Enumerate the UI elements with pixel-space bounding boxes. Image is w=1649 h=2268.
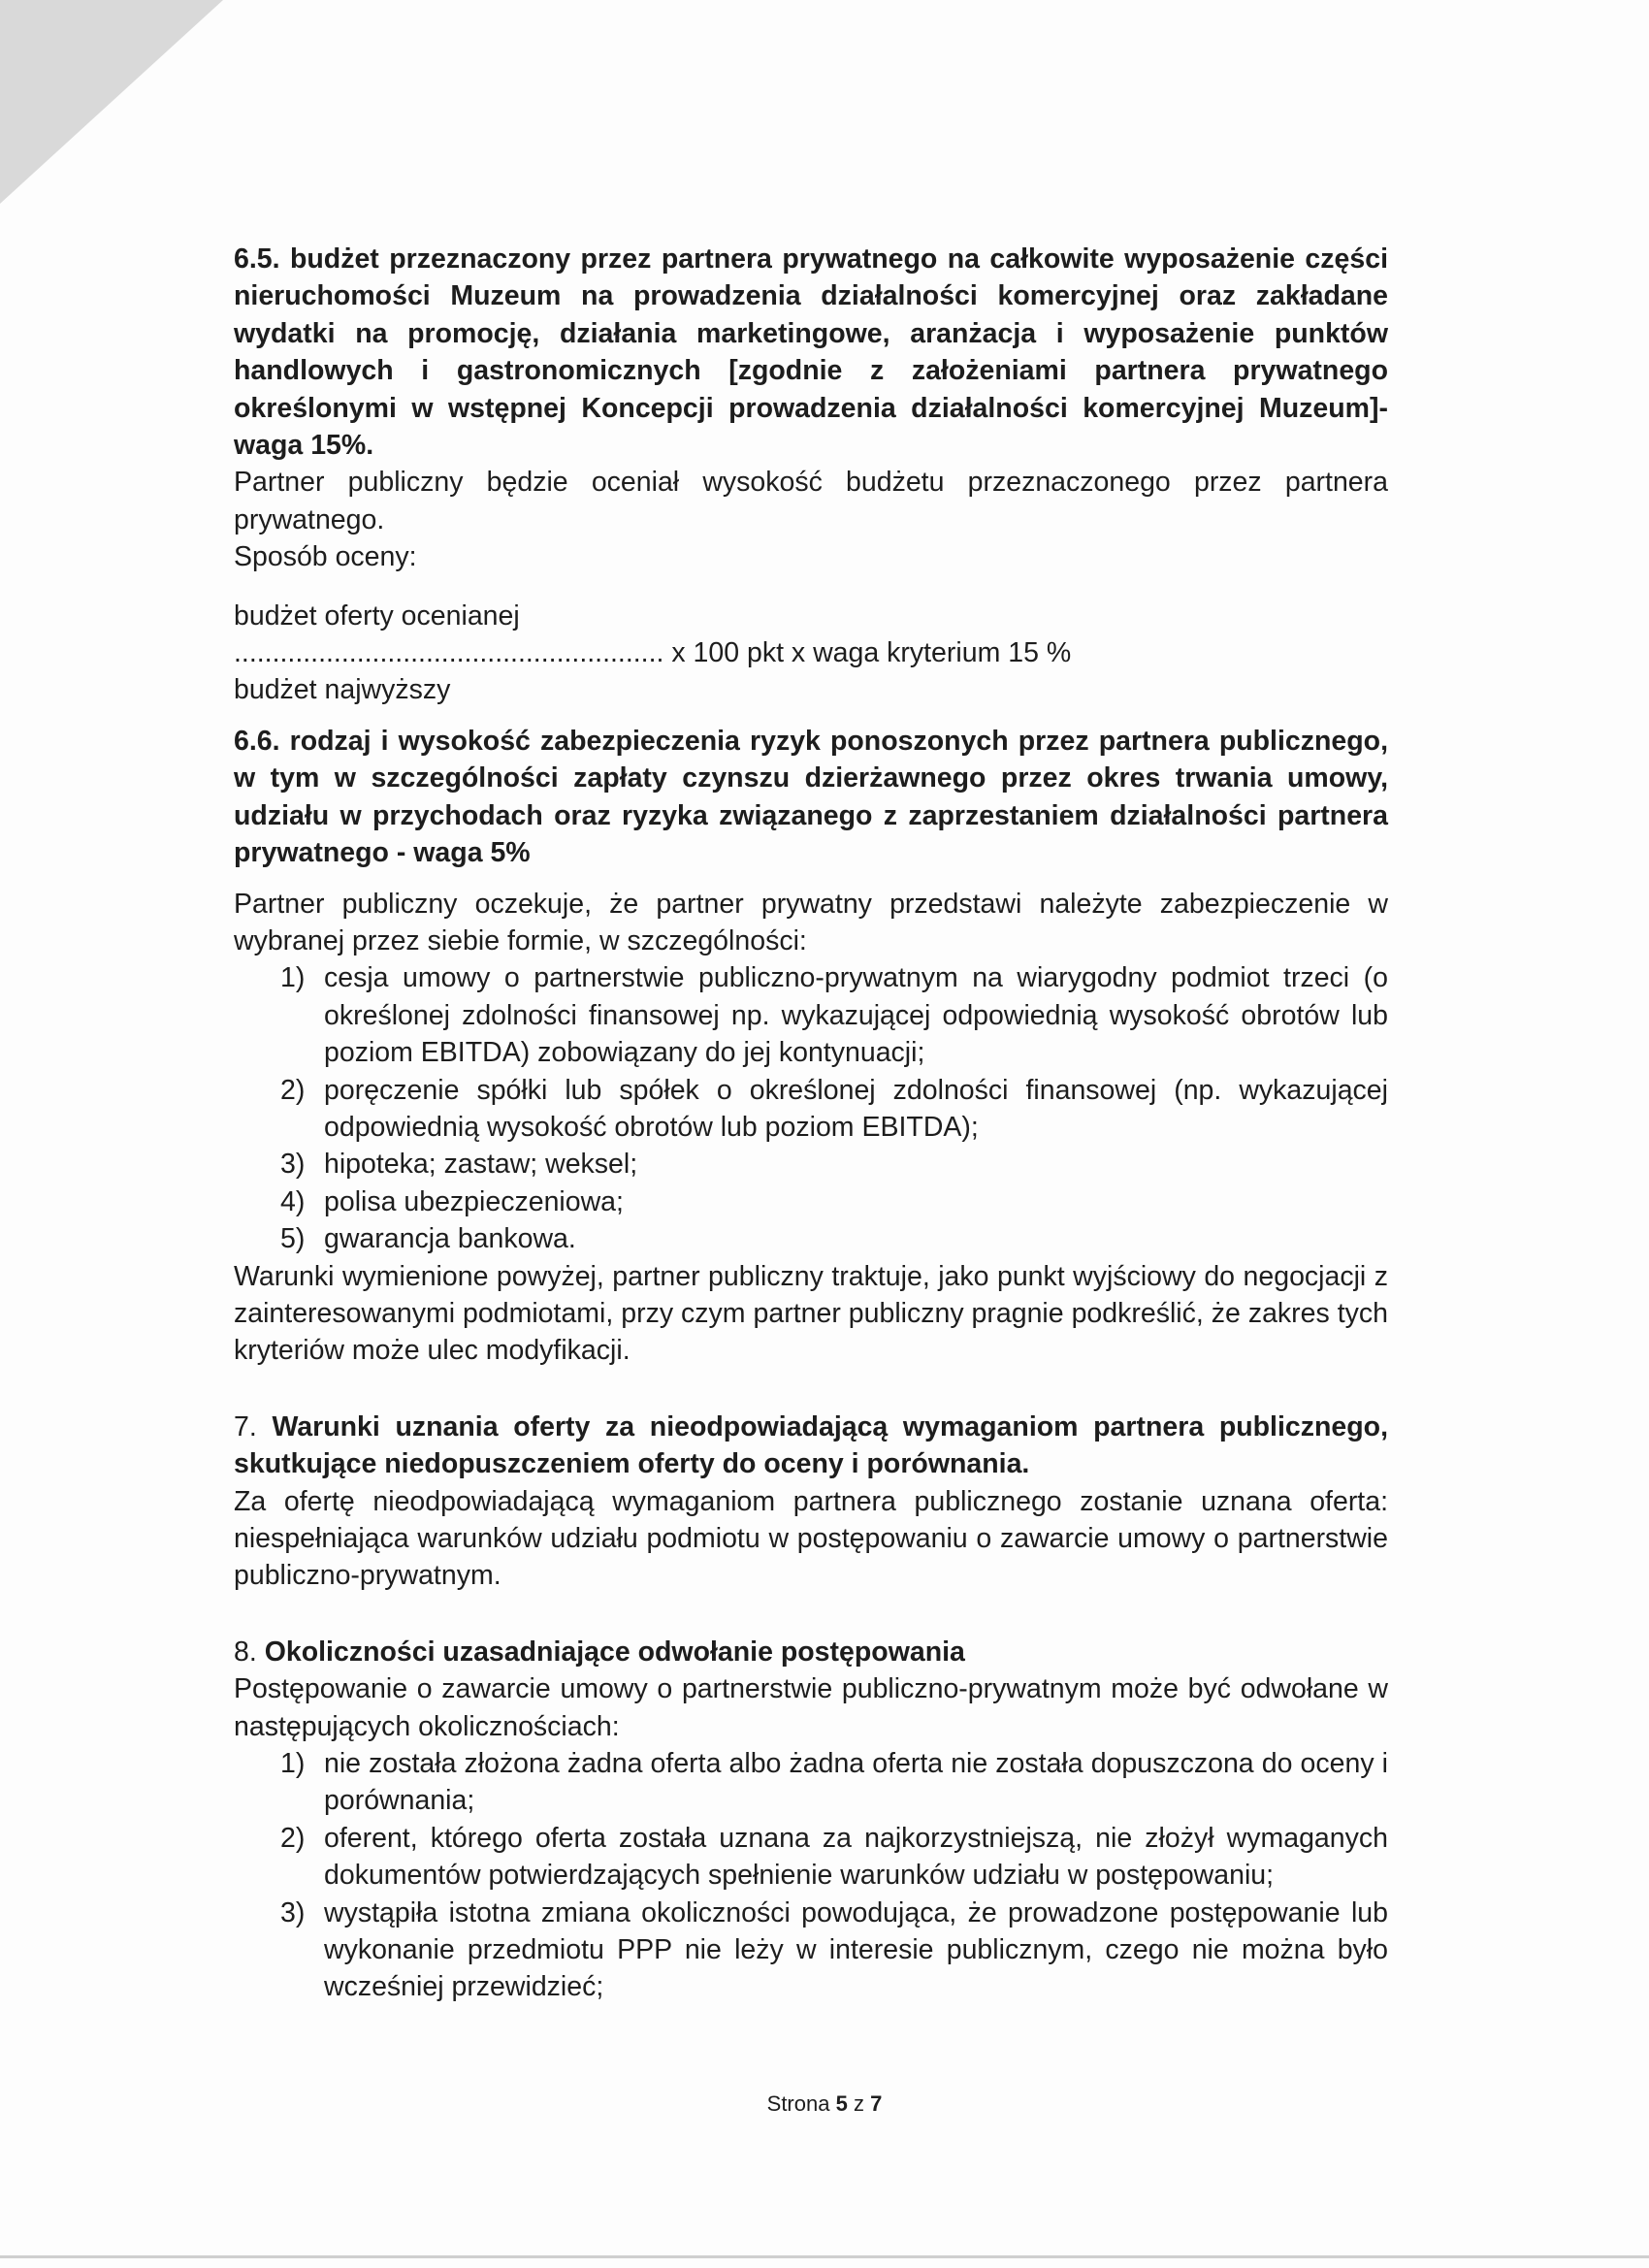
folded-corner xyxy=(0,0,223,204)
section-6-5-heading: 6.5. budżet przeznaczony przez partnera prywatnego na całkowite wyposażenie części nieruchomości Muzeum na prowadzenia działalności komercyjnej oraz zakładane wydatki na promocję, działania marketingowe, aranżacja i wyposażenie punktów handlowych i gastronomicznych [zgodnie z założeniami partnera prywatnego określonymi w wstępnej Koncepcji prowadzenia działalności komercyjnej Muzeum]- waga 15%. xyxy=(234,243,1388,462)
page-footer: Strona 5 z 7 xyxy=(766,2091,883,2116)
section-6-6-intro: Partner publiczny oczekuje, że partner prywatny przedstawi należyte zabezpieczenie w wybranej przez siebie formie, w szczególności: xyxy=(234,888,1388,956)
section-7-heading: 7. Warunki uznania oferty za nieodpowiadającą wymaganiom partnera publicznego, skutkujące niedopuszczeniem oferty do oceny i porównania. xyxy=(234,1410,1388,1480)
document-page xyxy=(234,241,1388,2006)
score-formula xyxy=(234,598,1388,709)
formula-line: ........................................................ x 100 pkt x waga kryterium 15 % xyxy=(234,637,1072,669)
list-item: 3) hipoteka; zastaw; weksel; xyxy=(280,1149,638,1181)
scan-edge xyxy=(0,2255,1649,2258)
section-6-6 xyxy=(234,723,1388,1370)
list-item: 1) nie została złożona żadna oferta albo żadna oferta nie została dopuszczona do oceny i porównania; xyxy=(280,1748,1388,1817)
list-item: 2) oferent, którego oferta została uznana za najkorzystniejszą, nie złożył wymaganych dokumentów potwierdzających spełnienie warunków udziału w postępowaniu; xyxy=(280,1822,1388,1892)
section-6-5-paragraph: Partner publiczny będzie oceniał wysokość budżetu przeznaczonego przez partnera prywatnego. xyxy=(234,467,1388,535)
security-forms-list xyxy=(234,959,1388,1257)
list-item: 2) poręczenie spółki lub spółek o określonej zdolności finansowej (np. wykazującej odpowiednią wysokość obrotów lub poziom EBITDA); xyxy=(280,1074,1388,1143)
section-6-6-heading: 6.6. rodzaj i wysokość zabezpieczenia ryzyk ponoszonych przez partnera publicznego, w tym w szczególności zapłaty czynszu dzierżawnego przez okres trwania umowy, udziału w przychodach oraz ryzyka związanego z zaprzestaniem działalności partnera prywatnego - waga 5% xyxy=(234,725,1388,869)
section-8-intro: Postępowanie o zawarcie umowy o partnerstwie publiczno-prywatnym może być odwołane w następujących okolicznościach: xyxy=(234,1673,1388,1742)
section-8-heading: 8. Okoliczności uzasadniające odwołanie postępowania xyxy=(234,1636,965,1668)
section-7 xyxy=(234,1409,1388,1595)
section-6-5 xyxy=(234,241,1388,709)
list-item: 1) cesja umowy o partnerstwie publiczno-prywatnym na wiarygodny podmiot trzeci (o określonej zdolności finansowej np. wykazującej odpowiednią wysokość obrotów lub poziom EBITDA) zobowiązany do jej kontynuacji; xyxy=(280,962,1388,1069)
formula-denominator: budżet najwyższy xyxy=(234,674,451,706)
cancellation-reasons-list xyxy=(234,1745,1388,2006)
section-7-body: Za ofertę nieodpowiadającą wymaganiom partnera publicznego zostanie uznana oferta: niespełniająca warunków udziału podmiotu w postępowaniu o zawarcie umowy o partnerstwie publiczno-prywatnym. xyxy=(234,1485,1388,1592)
list-item: 5) gwarancja bankowa. xyxy=(280,1223,576,1255)
list-item: 4) polisa ubezpieczeniowa; xyxy=(280,1185,624,1217)
section-6-6-closing: Warunki wymienione powyżej, partner publiczny traktuje, jako punkt wyjściowy do negocjacji z zainteresowanymi podmiotami, przy czym partner publiczny pragnie podkreślić, że zakres tych kryteriów może ulec modyfikacji. xyxy=(234,1260,1388,1367)
section-8 xyxy=(234,1634,1388,2006)
formula-numerator: budżet oferty ocenianej xyxy=(234,599,520,632)
list-item: 3) wystąpiła istotna zmiana okoliczności powodująca, że prowadzone postępowanie lub wykonanie przedmiotu PPP nie leży w interesie publicznym, czego nie można było wcześniej przewidzieć; xyxy=(280,1896,1388,2003)
section-6-5-method-label: Sposób oceny: xyxy=(234,541,417,573)
